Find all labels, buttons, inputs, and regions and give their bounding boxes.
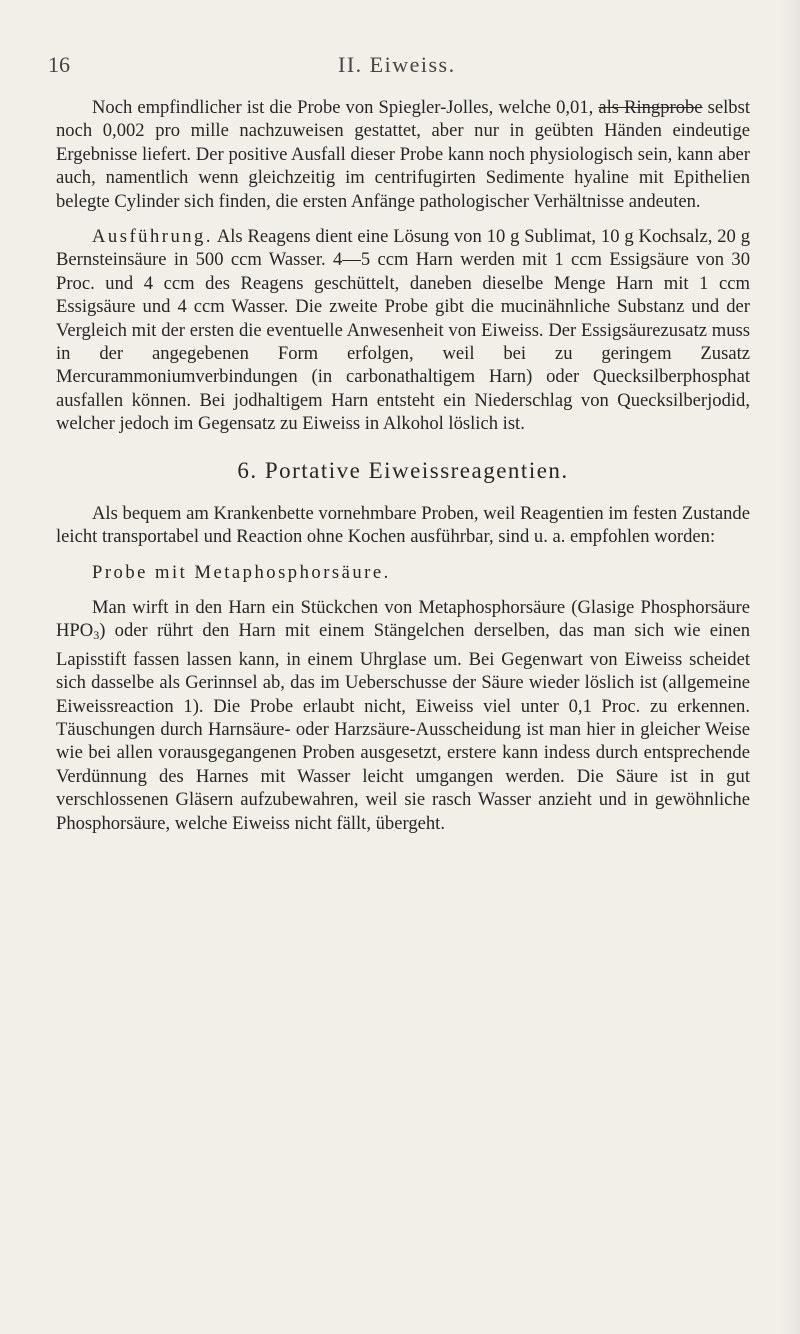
- running-title: II. Eiweiss.: [338, 52, 456, 77]
- paragraph-text: Als Reagens dient eine Lösung von 10 g Sublimat, 10 g Kochsalz, 20 g Bernsteinsäure in 500 ccm Wasser. 4—5 ccm Harn werden mit 1 ccm Essigsäure von 30 Proc. und 4 ccm des Reagens geschüttelt, daneben dieselbe Menge Harn mit 1 ccm Essigsäure und 4 ccm Wasser. Die zweite Probe gibt die mucinähnliche Substanz und der Vergleich mit der ersten die eventuelle Anwesenheit von Eiweiss. Der Essigsäurezusatz muss in der angegebenen Form erfolgen, weil bei zu geringem Zusatz Mercurammoniumverbindungen (in carbonathaltigem Harn) oder Quecksilberphosphat ausfallen können. Bei jodhaltigem Harn entsteht ein Niederschlag von Quecksilberjodid, welcher jedoch im Gegensatz zu Eiweiss in Alkohol löslich ist.: [56, 226, 750, 435]
- body-text: [56, 96, 750, 835]
- scan-shadow: [782, 0, 800, 1334]
- paragraph-text: selbst noch 0,002 pro mille nachzuweisen gestattet, aber nur in geübten Händen eindeutige Ergebnisse liefert. Der positive Ausfall dieser Probe kann noch physiologisch sein, kann aber auch, namentlich wenn gleichzeitig im centrifugirten Sedimente hyaline mit Epithelien belegte Cylinder sich finden, die ersten Anfänge pathologischer Verhältnisse andeuten.: [56, 97, 750, 212]
- run-in-heading: Ausführung.: [92, 226, 213, 248]
- page-number: 16: [48, 52, 70, 77]
- page-header: [48, 52, 748, 82]
- paragraph-text: Noch empfindlicher ist die Probe von Spiegler-Jolles, welche 0,01,: [92, 97, 599, 118]
- paragraph-ausfuehrung: [56, 225, 750, 436]
- paragraph-spiegler-jolles: [56, 96, 750, 213]
- paragraph-intro-portative: Als bequem am Krankenbette vornehmbare Proben, weil Reagentien im festen Zustande leicht transportabel und Reaction ohne Kochen ausführbar, sind u. a. empfohlen worden:: [56, 502, 750, 548]
- section-heading: 6. Portative Eiweissreagentien.: [237, 457, 569, 483]
- subscript: 3: [93, 628, 100, 643]
- struck-text: als Ringprobe: [598, 97, 703, 118]
- paragraph-text: Man wirft in den Harn ein Stückchen von Metaphosphorsäure (Glasige Phosphorsäure HPO: [56, 596, 750, 642]
- paragraph-text: ) oder rührt den Harn mit einem Stängelchen derselben, das man sich wie einen Lapisstift fassen lassen kann, in einem Uhrglase um. Bei Gegenwart von Eiweiss scheidet sich dasselbe als Gerinnsel ab, das im Ueberschusse der Säure wieder löslich ist (allgemeine Eiweissreaction 1). Die Probe erlaubt nicht, Eiweiss viel unter 0,1 Proc. zu erkennen. Täuschungen durch Harnsäure- oder Harzsäure-Ausscheidung ist man hier in gleicher Weise wie bei allen vorausgegangenen Proben ausgesetzt, erstere kann indess durch entsprechende Verdünnung des Harnes mit Wasser leicht umgangen werden. Die Säure ist in gut verschlossenen Gläsern aufzubewahren, weil sie rasch Wasser anzieht und in gewöhnliche Phosphorsäure, welche Eiweiss nicht fällt, übergeht.: [56, 620, 750, 834]
- run-in-heading: Probe mit Metaphosphorsäure.: [92, 561, 391, 583]
- paragraph-probe-title: [56, 561, 750, 584]
- paragraph-metaphosphor: [56, 596, 750, 835]
